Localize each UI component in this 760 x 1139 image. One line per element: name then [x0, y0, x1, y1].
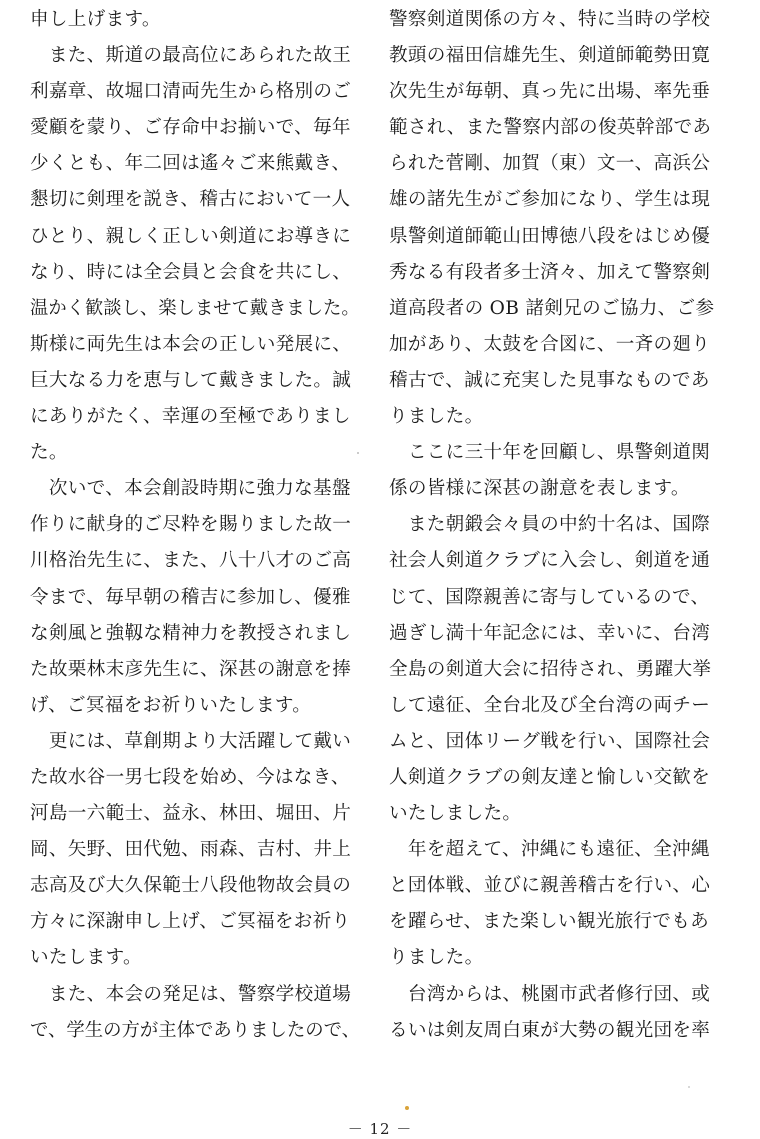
right-text-column — [389, 2, 719, 1049]
text-line: 過ぎし満十年記念には、幸いに、台湾 — [389, 622, 711, 644]
text-line: 雄の諸先生がご参加になり、学生は現 — [389, 189, 711, 211]
text-line: ムと、団体リーグ戦を行い、国際社会 — [389, 730, 711, 752]
text-line: して遠征、全台北及び全台湾の両チー — [389, 694, 711, 716]
text-line: 秀なる有段者多士済々、加えて警察剣 — [389, 261, 711, 283]
text-line: 稽古で、誠に充実した見事なものであ — [389, 369, 710, 391]
scan-speck — [405, 1106, 409, 1110]
text-line: るいは剣友周白東が大勢の観光団を率 — [389, 1019, 711, 1041]
text-line: 人剣道クラブの剣友達と愉しい交歓を — [389, 766, 711, 788]
text-line: 係の皆様に深甚の謝意を表します。 — [389, 478, 690, 500]
text-line: 範され、また警察内部の俊英幹部であ — [389, 117, 712, 139]
text-line: じて、国際親善に寄与しているので、 — [389, 586, 710, 608]
text-line: で、学生の方が主体でありましたので、 — [30, 1019, 360, 1041]
text-line: 方々に深謝申し上げ、ご冥福をお祈り — [30, 911, 351, 933]
text-line: 全島の剣道大会に招待され、勇躍大挙 — [389, 658, 712, 680]
text-line: 利嘉章、故堀口清両先生から格別のご — [30, 81, 352, 103]
text-line: 少くとも、年二回は遙々ご来熊戴き、 — [30, 153, 351, 175]
text-line: 年を超えて、沖縄にも遠征、全沖縄 — [389, 839, 710, 861]
text-line: 斯様に両先生は本会の正しい発展に、 — [30, 333, 352, 355]
text-line: いたしました。 — [389, 803, 522, 825]
text-line: 川格治先生に、また、八十八才のご高 — [30, 550, 352, 572]
text-line: 巨大なる力を恵与して戴きました。誠 — [30, 369, 352, 391]
text-line: 警察剣道関係の方々、特に当時の学校 — [389, 9, 711, 30]
text-line: た。 — [30, 442, 68, 464]
text-line: 温かく歓談し、楽しませて戴きました。 — [30, 297, 360, 319]
left-text-column — [30, 2, 360, 1049]
text-line: 懇切に剣理を説き、稽古において一人 — [30, 189, 351, 211]
text-line: 次先生が毎朝、真っ先に出場、率先垂 — [389, 81, 711, 103]
text-line: りました。 — [389, 406, 484, 428]
text-line: な剣風と強靱な精神力を教授されまし — [30, 622, 352, 644]
text-line: げ、ご冥福をお祈りいたします。 — [30, 694, 312, 716]
text-line: 岡、矢野、田代勉、雨森、吉村、井上 — [30, 839, 352, 861]
text-line: 申し上げます。 — [30, 9, 161, 30]
text-line: いたします。 — [30, 947, 142, 969]
text-line: 愛顧を蒙り、ご存命中お揃いで、毎年 — [30, 117, 351, 139]
text-line: と団体戦、並びに親善稽古を行い、心 — [389, 875, 711, 897]
text-line: 台湾からは、桃園市武者修行団、或 — [389, 983, 711, 1005]
text-line: ここに三十年を回顧し、県警剣道関 — [389, 442, 711, 464]
text-line: 加があり、太鼓を合図に、一斉の廻り — [389, 333, 711, 355]
text-line: 社会人剣道クラブに入会し、剣道を通 — [389, 550, 711, 572]
text-line: 令まで、毎早朝の稽吉に参加し、優雅 — [30, 586, 351, 608]
text-line: 更には、草創期より大活躍して戴い — [30, 730, 352, 752]
text-line: また、本会の発足は、警察学校道場 — [30, 983, 352, 1005]
text-line: た故水谷一男七段を始め、今はなき、 — [30, 766, 350, 788]
text-line: 志高及び大久保範士八段他物故会員の — [30, 875, 352, 897]
text-line: 教頭の福田信雄先生、剣道師範勢田寛 — [389, 45, 711, 67]
text-line: なり、時には全会員と会食を共にし、 — [30, 261, 352, 283]
text-line: また、斯道の最高位にあられた故王 — [30, 45, 352, 67]
text-line: りました。 — [389, 947, 484, 969]
text-line: 河島一六範士、益永、林田、堀田、片 — [30, 803, 352, 825]
scan-speck — [357, 452, 359, 454]
text-line: 作りに献身的ご尽粋を賜りました故一 — [30, 514, 352, 536]
text-line: 道高段者の OB 諸剣兄のご協力、ご参 — [389, 297, 715, 319]
scan-speck — [688, 1086, 690, 1088]
text-line: また朝鍛会々員の中約十名は、国際 — [389, 514, 711, 536]
text-line: を躍らせ、また楽しい観光旅行でもあ — [389, 911, 710, 933]
text-line: ひとり、親しく正しい剣道にお導きに — [30, 225, 352, 247]
text-line: た故栗林末彦先生に、深甚の謝意を捧 — [30, 658, 352, 680]
text-line: 県警剣道師範山田博徳八段をはじめ優 — [389, 225, 711, 247]
text-line: にありがたく、幸運の至極でありまし — [30, 406, 351, 428]
page-number: － 12 － — [347, 1120, 413, 1138]
text-line: られた菅剛、加賀（東）文一、高浜公 — [389, 153, 711, 175]
text-line: 次いで、本会創設時期に強力な基盤 — [30, 478, 351, 500]
